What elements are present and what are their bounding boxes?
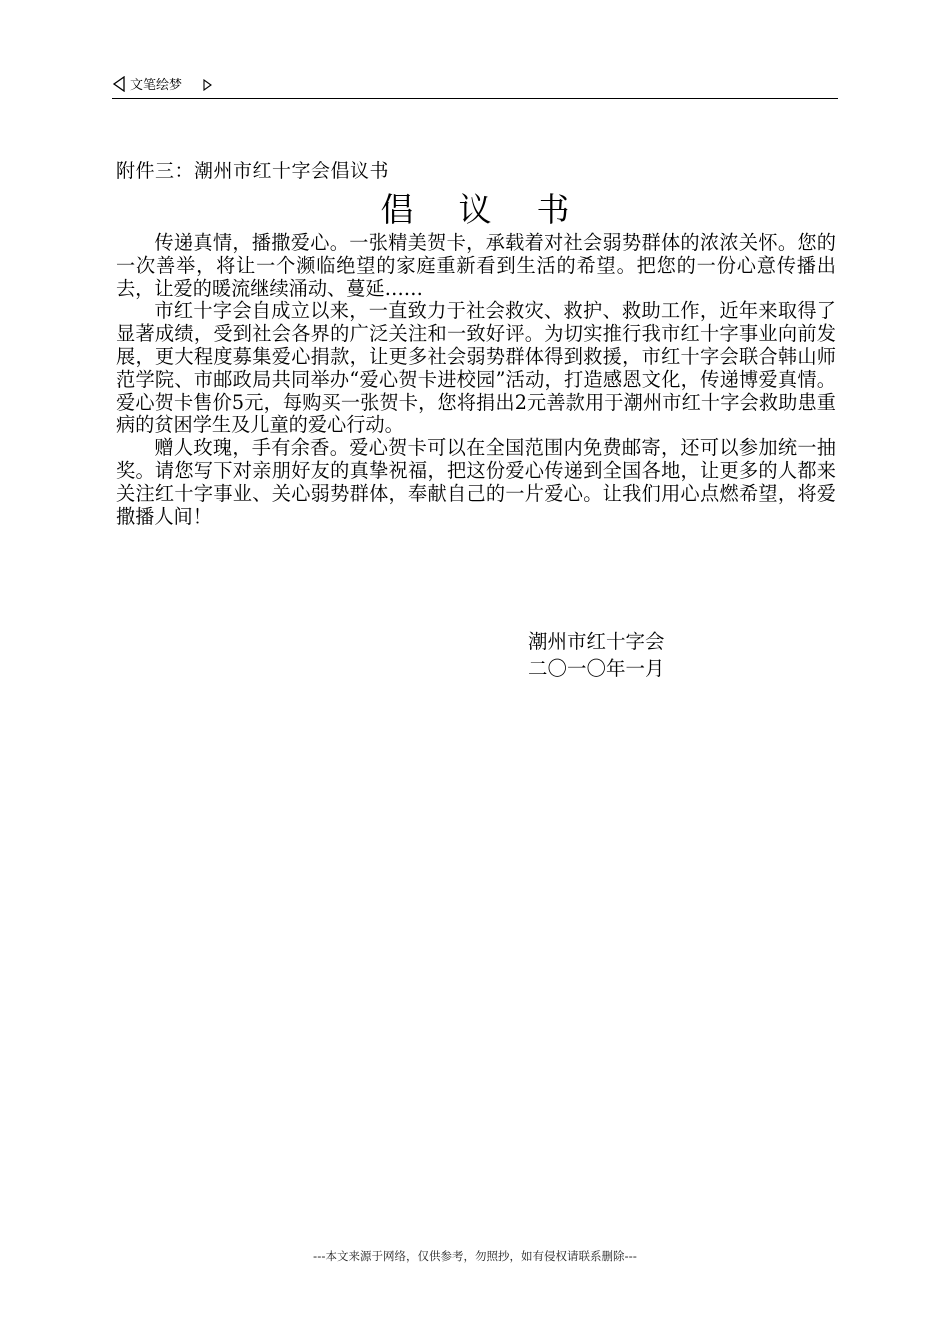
paragraph: 赠人玫瑰，手有余香。爱心贺卡可以在全国范围内免费邮寄，还可以参加统一抽奖。请您写下对亲朋好友的真挚祝福，把这份爱心传递到全国各地，让更多的人都来关注红十字事业、关心弱势群体，奉献自己的一片爱心。让我们用心点燃希望，将爱撒播人间！ [116, 436, 836, 528]
brand-text: 文笔绘梦 [130, 78, 183, 93]
page-header [112, 74, 838, 99]
document-body [116, 232, 836, 528]
paragraph: 传递真情，播撒爱心。一张精美贺卡，承载着对社会弱势群体的浓浓关怀。您的一次善举，将让一个濒临绝望的家庭重新看到生活的希望。把您的一份心意传播出去，让爱的暖流继续涌动、蔓延…… [116, 231, 836, 300]
footer-notice: ---本文来源于网络，仅供参考，勿照抄，如有侵权请联系删除--- [313, 1249, 637, 1263]
signature-block [528, 628, 665, 682]
attachment-line: 附件三：潮州市红十字会倡议书 [116, 160, 390, 182]
header-brand [112, 74, 182, 93]
signature-date: 二〇一〇年一月 [528, 657, 665, 680]
paragraph: 市红十字会自成立以来，一直致力于社会救灾、救护、救助工作，近年来取得了显著成绩，受到社会各界的广泛关注和一致好评。为切实推行我市红十字事业向前发展，更大程度募集爱心捐款，让更多社会弱势群体得到救援，市红十字会联合韩山师范学院、市邮政局共同举办“爱心贺卡进校园”活动，打造感恩文化，传递博爱真情。爱心贺卡售价5元，每购买一张贺卡，您将捐出2元善款用于潮州市红十字会救助患重病的贫困学生及儿童的爱心行动。 [116, 299, 836, 437]
triangle-right-icon [202, 76, 212, 95]
document-title: 倡议书 [380, 190, 615, 229]
triangle-left-icon [112, 76, 126, 92]
signature-org: 潮州市红十字会 [528, 630, 665, 653]
